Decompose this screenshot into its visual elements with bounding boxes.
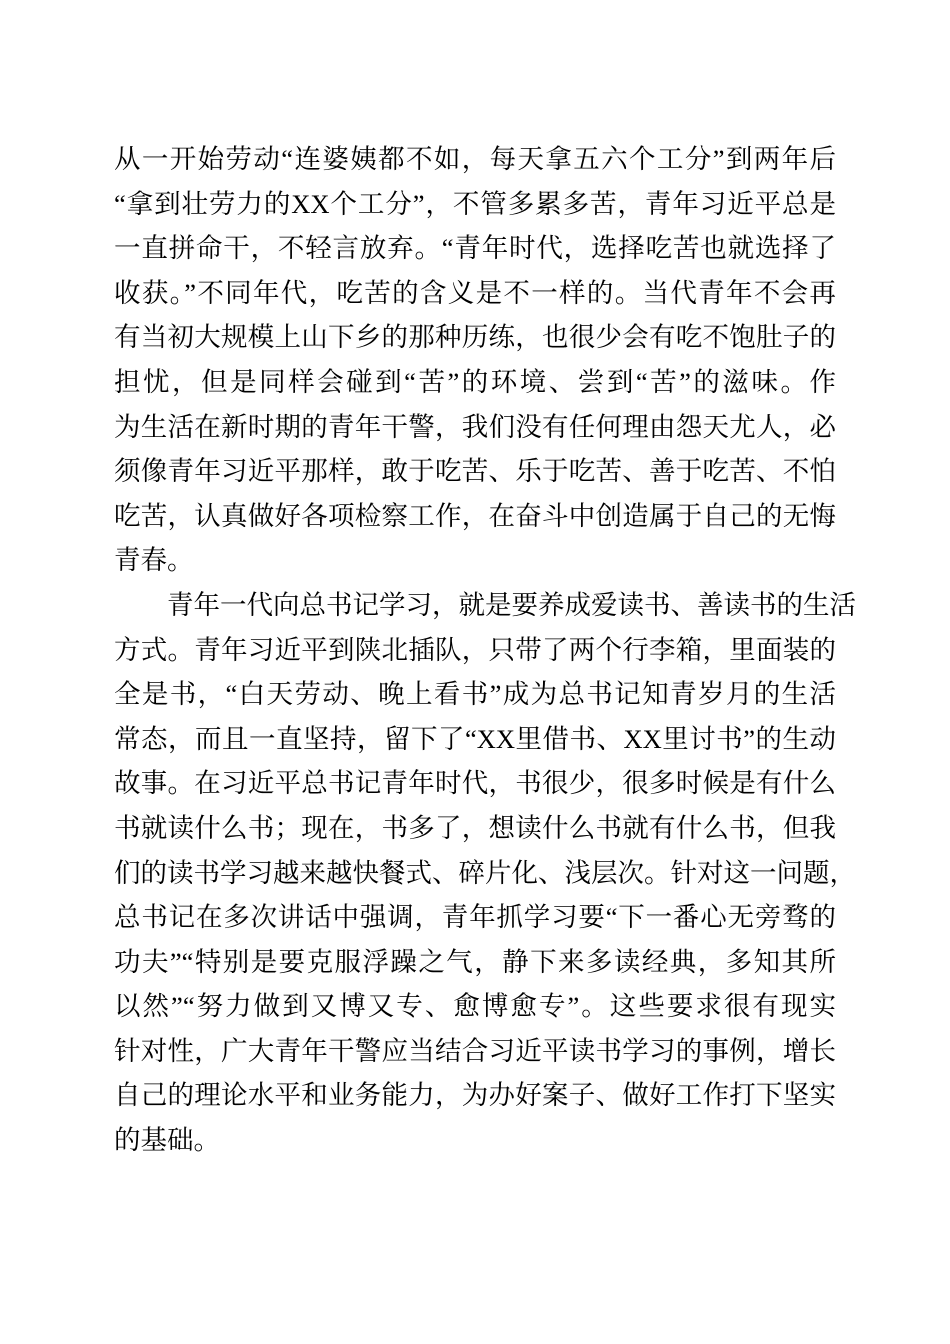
text-line-paragraph-end: 的基础。 — [114, 1125, 220, 1156]
text-line: 常态，而且一直坚持，留下了“XX里借书、XX里讨书”的生动 — [114, 723, 836, 754]
text-line: 收获。”不同年代，吃苦的含义是不一样的。当代青年不会再 — [114, 277, 836, 308]
text-line: 吃苦，认真做好各项检察工作，在奋斗中创造属于自己的无悔 — [114, 500, 836, 531]
text-line: 们的读书学习越来越快餐式、碎片化、浅层次。针对这一问题， — [114, 857, 856, 888]
text-line: 以然”“努力做到又博又专、愈博愈专”。这些要求很有现实 — [114, 991, 836, 1022]
text-line: 一直拼命干，不轻言放弃。“青年时代，选择吃苦也就选择了 — [114, 233, 836, 264]
text-line: 须像青年习近平那样，敢于吃苦、乐于吃苦、善于吃苦、不怕 — [114, 456, 836, 487]
text-line-paragraph-start: 青年一代向总书记学习，就是要养成爱读书、善读书的生活 — [167, 589, 856, 620]
text-line-paragraph-end: 青春。 — [114, 545, 194, 576]
text-line: 自己的理论水平和业务能力，为办好案子、做好工作打下坚实 — [114, 1080, 836, 1111]
text-line: “拿到壮劳力的XX个工分”，不管多累多苦，青年习近平总是 — [114, 188, 836, 219]
text-line: 总书记在多次讲话中强调，青年抓学习要“下一番心无旁骛的 — [114, 902, 836, 933]
text-line: 书就读什么书；现在，书多了，想读什么书就有什么书，但我 — [114, 812, 836, 843]
text-line: 有当初大规模上山下乡的那种历练，也很少会有吃不饱肚子的 — [114, 322, 836, 353]
text-line: 方式。青年习近平到陕北插队，只带了两个行李箱，里面装的 — [114, 634, 836, 665]
text-line: 功夫”“特别是要克服浮躁之气，静下来多读经典，多知其所 — [114, 946, 836, 977]
text-line: 为生活在新时期的青年干警，我们没有任何理由怨天尤人，必 — [114, 411, 836, 442]
text-line: 从一开始劳动“连婆姨都不如，每天拿五六个工分”到两年后 — [114, 144, 836, 174]
document-text-block — [114, 137, 856, 1163]
text-line: 全是书，“白天劳动、晚上看书”成为总书记知青岁月的生活 — [114, 679, 836, 710]
text-line: 针对性，广大青年干警应当结合习近平读书学习的事例，增长 — [114, 1035, 836, 1066]
text-line: 故事。在习近平总书记青年时代，书很少，很多时候是有什么 — [114, 768, 836, 799]
text-line: 担忧，但是同样会碰到“苦”的环境、尝到“苦”的滋味。作 — [114, 366, 836, 397]
